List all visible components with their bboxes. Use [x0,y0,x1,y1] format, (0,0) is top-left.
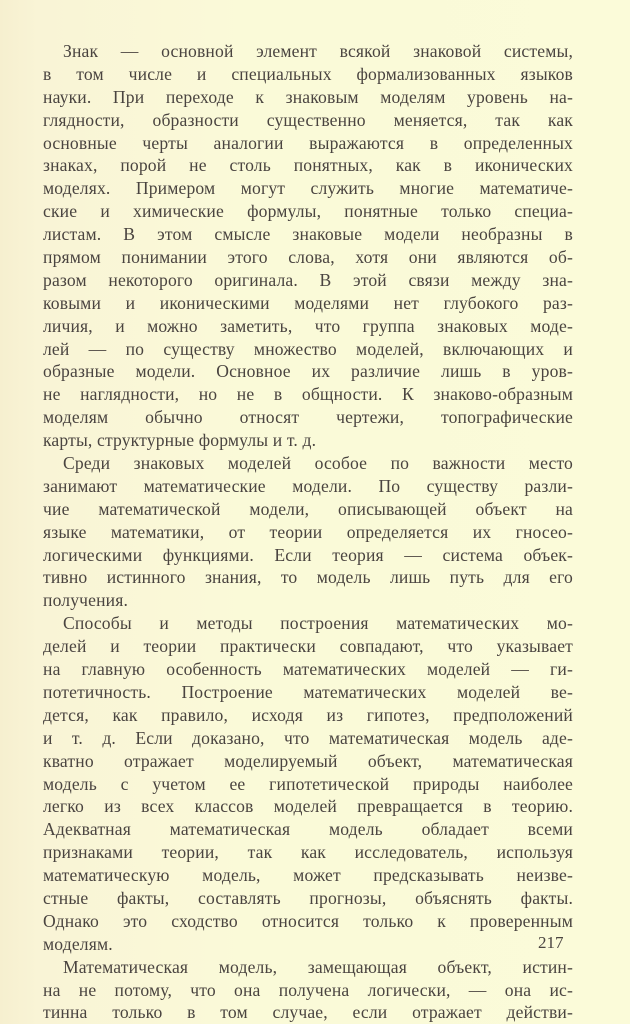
text-line: стные факты, составлять прогнозы, объяснять факты. [43,887,573,908]
text-line: разом некоторого оригинала. В этой связи между зна- [43,269,573,290]
text-line: знаках, порой не столь понятных, как в иконических [43,155,573,176]
paragraph-4 [43,956,573,1024]
text-line: моделям. [43,933,113,954]
text-line: личия, и можно заметить, что группа знаковых моде- [43,315,573,336]
text-line: языке математики, от теории определяется их гносео- [43,521,573,542]
text-line: получения. [43,590,129,611]
text-line: ковыми и иконическими моделями нет глубокого раз- [43,292,573,313]
text-line: легко из всех классов моделей превращается в теорию. [43,796,573,817]
text-line: не наглядности, но не в общности. К знаково-образным [43,384,573,405]
text-line: Математическая модель, замещающая объект, истин- [63,956,573,977]
paragraph-1 [43,40,573,452]
text-line: тинна только в том случае, если отражает действи- [43,1002,573,1023]
text-line: Способы и методы построения математических мо- [63,613,573,634]
text-line: модель с учетом ее гипотетической природы наиболее [43,773,573,794]
text-line: кватно отражает моделируемый объект, математическая [43,750,573,771]
text-line: на главную особенность математических моделей — ги- [43,659,573,680]
text-line: тивно истинного знания, то модель лишь путь для его [43,567,573,588]
text-line: логическими функциями. Если теория — система объек- [43,544,573,565]
text-line: потетичность. Построение математических моделей ве- [43,681,573,702]
text-line: Однако это сходство относится только к проверенным [43,910,573,931]
text-line: моделях. Примером могут служить многие математиче- [43,178,573,199]
text-line: науки. При переходе к знаковым моделям уровень на- [43,86,573,107]
text-line: листам. В этом смысле знаковые модели необразны в [43,224,573,245]
text-line: образные модели. Основное их различие лишь в уров- [43,361,573,382]
text-line: ские и химические формулы, понятные только специа- [43,201,573,222]
text-line: признаками теории, так как исследователь, используя [43,842,573,863]
text-line: математическую модель, может предсказывать неизве- [43,865,573,886]
text-line: Среди знаковых моделей особое по важности место [63,453,573,474]
paragraph-2 [43,452,573,612]
text-line: прямом понимании этого слова, хотя они являются об- [43,247,573,268]
text-line: занимают математические модели. По существу разли- [43,475,573,496]
text-line: и т. д. Если доказано, что математическая модель аде- [43,727,573,748]
text-line: делей и теории практически совпадают, что указывает [43,636,573,657]
text-line: глядности, образности существенно меняется, так как [43,109,573,130]
text-line: основные черты аналогии выражаются в определенных [43,132,573,153]
paragraph-3 [43,612,573,955]
text-line: в том числе и специальных формализованных языков [43,63,573,84]
page-body [43,40,573,1024]
text-line: лей — по существу множество моделей, включающих и [43,338,573,359]
text-line: на не потому, что она получена логически, — она ис- [43,979,573,1000]
text-line: чие математической модели, описывающей объект на [43,498,573,519]
text-line: моделям обычно относят чертежи, топографические [43,407,573,428]
text-line: Знак — основной элемент всякой знаковой системы, [63,41,573,61]
page-number: 217 [538,933,564,952]
text-line: карты, структурные формулы и т. д. [43,430,317,451]
text-line: Адекватная математическая модель обладает всеми [43,819,573,840]
text-line: дется, как правило, исходя из гипотез, предположений [43,704,573,725]
